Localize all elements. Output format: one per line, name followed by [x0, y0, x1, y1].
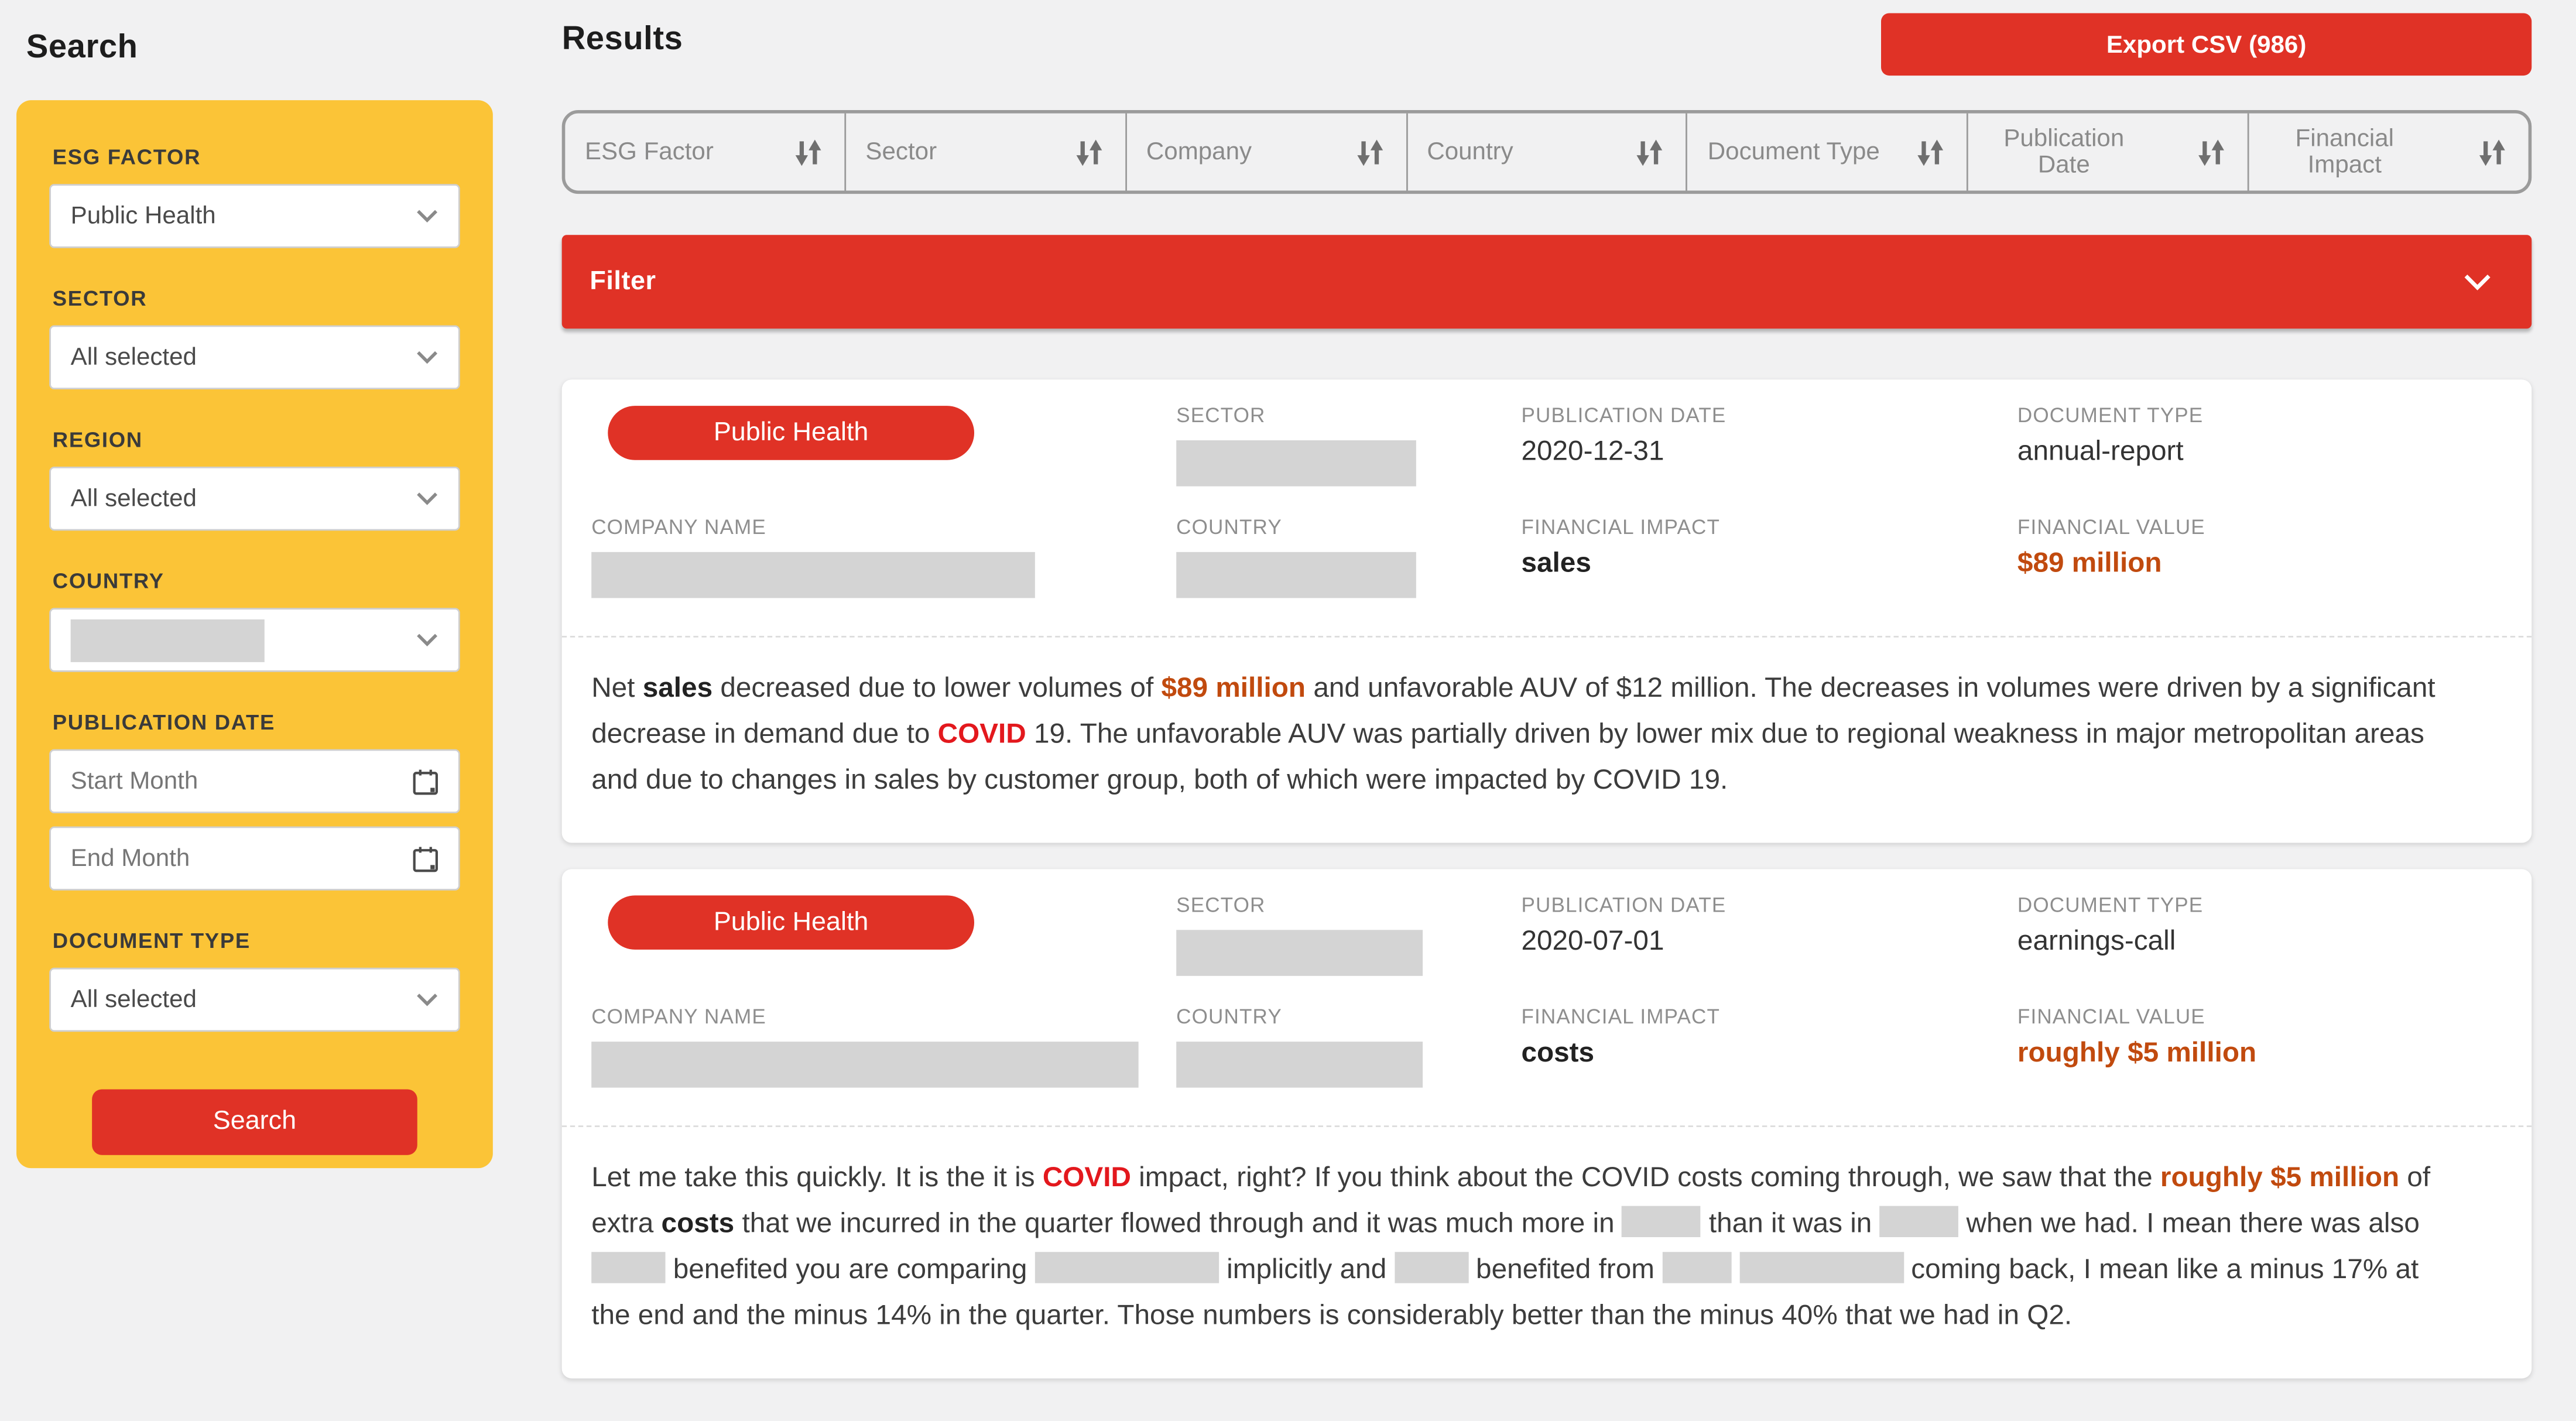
sector-select[interactable]	[49, 326, 460, 389]
column-header-company[interactable]	[1126, 114, 1407, 191]
sort-icon	[2476, 134, 2509, 170]
search-filter-panel	[16, 100, 493, 1168]
sort-icon	[1353, 134, 1386, 170]
company-name-label: COMPANY NAME	[591, 516, 766, 539]
esg-factor-pill: Public Health	[608, 895, 974, 950]
document-type-value: earnings-call	[2017, 924, 2176, 957]
results-header	[562, 13, 2532, 76]
document-type-cell	[2017, 894, 2502, 984]
company-name-label: COMPANY NAME	[591, 1005, 766, 1029]
chevron-down-icon	[416, 350, 439, 365]
column-header-label: Publication Date	[2003, 124, 2125, 179]
redacted-text	[1662, 1252, 1731, 1283]
document-type-cell	[2017, 404, 2502, 494]
sector-cell	[1176, 894, 1521, 984]
country-select[interactable]	[49, 608, 460, 672]
redacted-text	[1880, 1206, 1959, 1237]
search-button[interactable]: Search	[92, 1089, 417, 1155]
financial-value-label: FINANCIAL VALUE	[2017, 516, 2205, 539]
sector-label: SECTOR	[1176, 893, 1266, 917]
document-type-label: DOCUMENT TYPE	[2017, 893, 2204, 917]
calendar-icon	[409, 842, 442, 875]
column-header-label: ESG Factor	[584, 137, 714, 166]
esg-factor-group	[49, 145, 460, 248]
chevron-down-icon	[416, 992, 439, 1007]
financial-value-cell	[2017, 516, 2502, 606]
company-cell	[591, 516, 1176, 606]
document-type-group	[49, 928, 460, 1032]
sort-icon	[2195, 134, 2228, 170]
sector-label: SECTOR	[52, 286, 148, 311]
sort-icon	[1634, 134, 1667, 170]
column-header-sector[interactable]	[846, 114, 1126, 191]
column-header-label: Document Type	[1707, 137, 1880, 166]
chevron-down-icon	[2462, 273, 2492, 291]
publication-date-cell	[1521, 404, 2017, 494]
company-cell	[591, 1005, 1176, 1095]
document-type-select[interactable]	[49, 968, 460, 1032]
sector-value: All selected	[70, 343, 197, 372]
results-title: Results	[561, 21, 683, 58]
financial-value-cell	[2017, 1005, 2502, 1095]
column-header-country[interactable]	[1407, 114, 1688, 191]
start-month-input[interactable]	[49, 749, 460, 813]
result-card	[562, 869, 2532, 1378]
publication-date-label: PUBLICATION DATE	[1521, 404, 1727, 427]
sector-label: SECTOR	[1176, 404, 1266, 427]
esg-tag-cell	[591, 404, 1176, 494]
result-snippet-text: Let me take this quickly. It is the it is COVID impact, right? If you think about the COVID costs coming through, we saw that the roughly $5 million of extra costs that we incurred in the quarter flowed through and it was much more in than it was in when we had. I mean there was also benefited you are comparing implicitly and benefited from coming back, I mean like a minus 17% at the end and the minus 14% in the quarter. Those numbers is considerably better than the minus 40% that we had in Q2.	[591, 1161, 2431, 1331]
redacted-text	[1035, 1252, 1219, 1283]
column-header-label: Company	[1146, 137, 1252, 166]
search-button-row	[49, 1070, 460, 1155]
country-cell	[1176, 516, 1521, 606]
redacted-text	[591, 1252, 665, 1283]
financial-value-value: $89 million	[2017, 547, 2162, 578]
financial-value-value: roughly $5 million	[2017, 1036, 2257, 1068]
search-sidebar	[16, 0, 493, 1168]
redacted-company-value	[591, 1042, 1138, 1088]
financial-impact-label: FINANCIAL IMPACT	[1521, 1005, 1721, 1029]
redacted-country-value	[1176, 1042, 1423, 1088]
redacted-sector-value	[1176, 930, 1423, 976]
country-label: COUNTRY	[1176, 1005, 1282, 1029]
chevron-down-icon	[416, 208, 439, 223]
column-header-label: Sector	[865, 137, 937, 166]
redacted-country-value	[71, 619, 265, 662]
document-type-label: DOCUMENT TYPE	[2017, 404, 2204, 427]
publication-date-label: PUBLICATION DATE	[1521, 893, 1727, 917]
region-value: All selected	[70, 484, 197, 513]
esg-factor-pill: Public Health	[608, 406, 974, 460]
document-type-label: DOCUMENT TYPE	[52, 928, 251, 953]
result-snippet-text: Net sales decreased due to lower volumes of $89 million and unfavorable AUV of $12 million. The decreases in volumes were driven by a significant decrease in demand due to COVID 19. The unfavorable AUV was partially driven by lower mix due to regional weakness in major metropolitan areas and due to changes in sales by customer group, both of which were impacted by COVID 19.	[591, 672, 2435, 796]
export-csv-button[interactable]: Export CSV (986)	[1881, 13, 2532, 76]
publication-date-value: 2020-07-01	[1521, 924, 1664, 957]
esg-tag-cell	[591, 894, 1176, 984]
filter-label: Filter	[590, 266, 656, 295]
result-card-meta	[562, 379, 2532, 626]
chevron-down-icon	[416, 632, 439, 647]
document-type-value: annual-report	[2017, 435, 2184, 467]
document-type-value: All selected	[70, 985, 197, 1014]
country-group	[49, 569, 460, 672]
sort-icon	[792, 134, 824, 170]
result-card	[562, 379, 2532, 843]
sidebar-title: Search	[26, 29, 138, 66]
esg-factor-value: Public Health	[70, 202, 216, 230]
country-cell	[1176, 1005, 1521, 1095]
results-column-header-row	[562, 110, 2532, 194]
country-label: COUNTRY	[52, 568, 165, 594]
financial-impact-label: FINANCIAL IMPACT	[1521, 516, 1721, 539]
esg-factor-label: ESG FACTOR	[52, 144, 201, 170]
result-card-meta	[562, 869, 2532, 1115]
redacted-text	[1395, 1252, 1468, 1283]
region-label: REGION	[52, 427, 143, 452]
column-header-financial-impact[interactable]	[2249, 114, 2529, 191]
publication-date-value: 2020-12-31	[1521, 435, 1664, 467]
filter-expander[interactable]	[562, 235, 2532, 328]
publication-date-cell	[1521, 894, 2017, 984]
start-month-placeholder: Start Month	[70, 767, 198, 796]
column-header-label: Financial Impact	[2295, 124, 2394, 179]
financial-impact-cell	[1521, 1005, 2017, 1095]
redacted-country-value	[1176, 552, 1416, 598]
sector-group	[49, 286, 460, 389]
country-label: COUNTRY	[1176, 516, 1282, 539]
chevron-down-icon	[416, 491, 439, 506]
column-header-label: Country	[1427, 137, 1513, 166]
publication-date-label: PUBLICATION DATE	[52, 710, 276, 735]
financial-impact-value: costs	[1521, 1036, 1595, 1068]
financial-impact-cell	[1521, 516, 2017, 606]
sort-icon	[1073, 134, 1105, 170]
calendar-icon	[409, 765, 442, 797]
sort-icon	[1914, 134, 1947, 170]
region-select[interactable]	[49, 467, 460, 530]
results-main	[562, 0, 2532, 1378]
redacted-text	[1739, 1252, 1903, 1283]
financial-impact-value: sales	[1521, 547, 1591, 578]
column-header-publication-date[interactable]	[1969, 114, 2249, 191]
redacted-text	[1622, 1206, 1701, 1237]
esg-factor-select[interactable]	[49, 184, 460, 248]
sector-cell	[1176, 404, 1521, 494]
redacted-sector-value	[1176, 440, 1416, 487]
publication-date-group	[49, 710, 460, 891]
column-header-document-type[interactable]	[1688, 114, 1968, 191]
redacted-company-value	[591, 552, 1035, 598]
end-month-placeholder: End Month	[70, 844, 190, 873]
end-month-input[interactable]	[49, 826, 460, 890]
column-header-esg-factor[interactable]	[565, 114, 845, 191]
region-group	[49, 427, 460, 531]
financial-value-label: FINANCIAL VALUE	[2017, 1005, 2205, 1029]
